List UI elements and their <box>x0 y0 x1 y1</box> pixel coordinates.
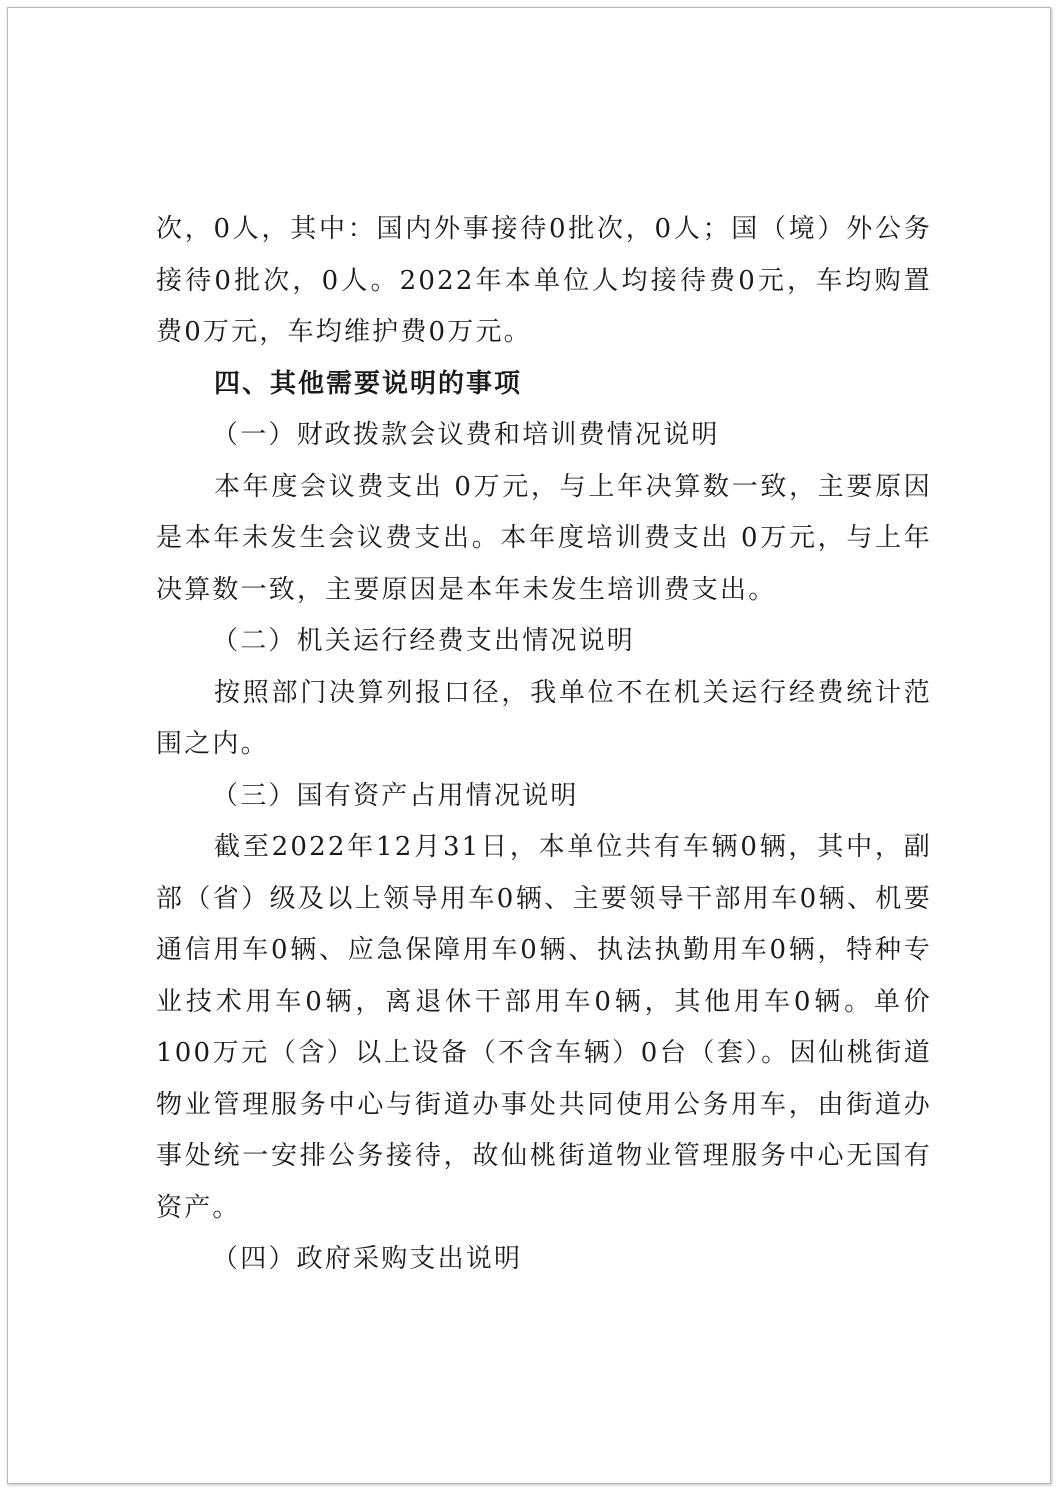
section-heading-other-matters: 四、其他需要说明的事项 <box>214 368 523 399</box>
paragraph-meeting-training: 本年度会议费支出 0万元，与上年决算数一致，主要原因是本年未发生会议费支出。本年度培训费支出 0万元，与上年决算数一致，主要原因是本年未发生培训费支出。 <box>156 471 932 605</box>
subsection-heading-meeting-training: （一）财政拨款会议费和培训费情况说明 <box>212 420 720 450</box>
document-page <box>7 7 1051 1484</box>
subsection-heading-operating-expenses: （二）机关运行经费支出情况说明 <box>212 626 636 656</box>
paragraph-operating-expenses: 按照部门决算列报口径，我单位不在机关运行经费统计范围之内。 <box>156 677 932 759</box>
subsection-heading-procurement: （四）政府采购支出说明 <box>212 1244 523 1274</box>
subsection-heading-state-assets: （三）国有资产占用情况说明 <box>212 780 579 811</box>
document-body <box>156 204 932 1286</box>
paragraph-continued-reception: 次，0人，其中：国内外事接待0批次，0人；国（境）外公务接待0批次，0人。2022年本单位人均接待费0元，车均购置费0万元，车均维护费0万元。 <box>156 214 932 347</box>
paragraph-state-assets: 截至2022年12月31日，本单位共有车辆0辆，其中，副部（省）级及以上领导用车0辆、主要领导干部用车0辆、机要通信用车0辆、应急保障用车0辆、执法执勤用车0辆，特种专业技术用车0辆，离退休干部用车0辆，其他用车0辆。单价100万元（含）以上设备（不含车辆）0台（套）。因仙桃街道物业管理服务中心与街道办事处共同使用公务用车，由街道办事处统一安排公务接待，故仙桃街道物业管理服务中心无国有资产。 <box>156 832 932 1223</box>
